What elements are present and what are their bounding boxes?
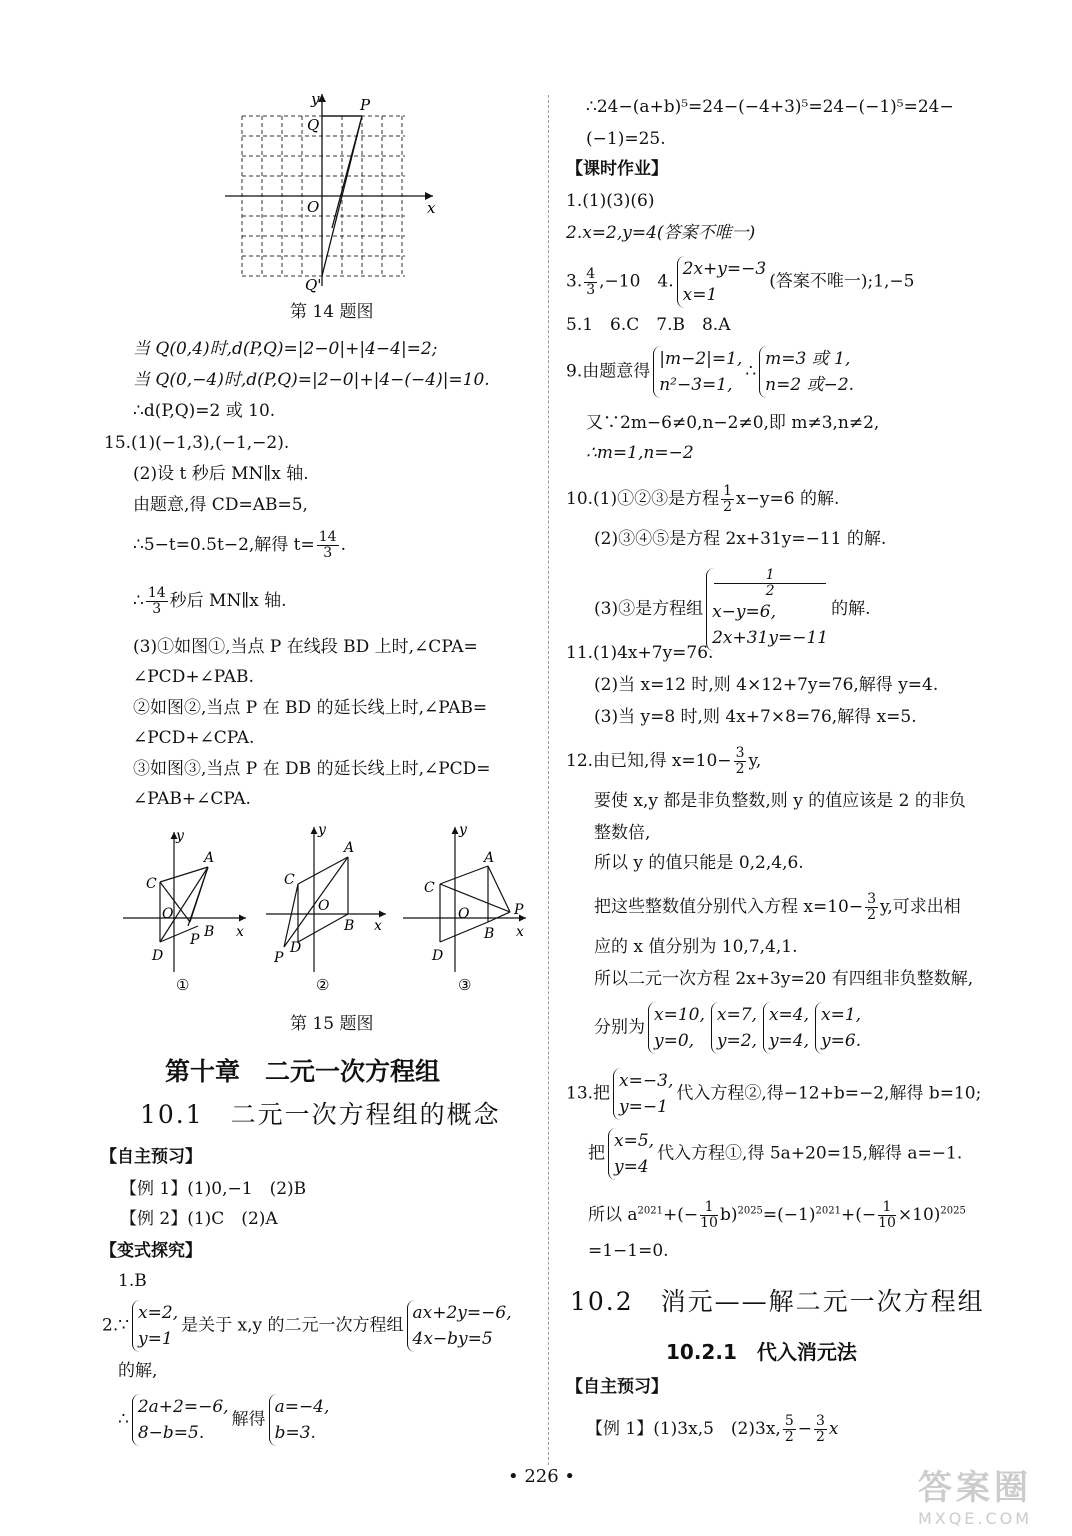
fig15-label: D [432, 948, 444, 964]
text-line: 12.由已知,得 x=10− $\frac{3}{2}$ y, [566, 745, 762, 777]
text-line: 13.把 x=−3, y=−1 代入方程②,得−12+b=−2,解得 b=10; [566, 1068, 981, 1120]
text-line: 1.B [118, 1271, 147, 1291]
text-line: 15.(1)(−1,3),(−1,−2). [104, 433, 290, 453]
text-line: ∴m=1,n=−2 [586, 443, 694, 463]
text-line: ②如图②,当点 P 在 BD 的延长线上时,∠PAB= [133, 698, 488, 718]
text-line: (3)当 y=8 时,则 4x+7×8=76,解得 x=5. [594, 707, 917, 727]
text-line: (2)当 x=12 时,则 4×12+7y=76,解得 y=4. [594, 675, 939, 695]
text-line: (3)①如图①,当点 P 在线段 BD 上时,∠CPA= [133, 637, 478, 657]
fig15-label: y [176, 828, 184, 844]
fig15-label: P [274, 950, 284, 966]
text-line: 又∵2m−6≠0,n−2≠0,即 m≠3,n≠2, [586, 413, 880, 433]
text-line: ∴d(P,Q)=2 或 10. [133, 401, 276, 421]
fig15-label: C [284, 872, 295, 888]
subsection-title: 10.2.1 代入消元法 [666, 1340, 857, 1364]
fig15-label: O [318, 898, 330, 914]
fig14-q-label: Q [307, 116, 320, 134]
text-line: ∠PCD+∠PAB. [133, 667, 254, 687]
figure-15 [118, 822, 538, 1002]
fig14-x-label: x [427, 199, 436, 217]
text-line: 的解, [118, 1361, 158, 1381]
fig15-label: y [459, 822, 467, 838]
section-tag: 【变式探究】 [100, 1241, 202, 1261]
fig15-label: D [152, 948, 164, 964]
fig15-label: B [484, 926, 495, 942]
fig14-y-label: y [311, 90, 320, 108]
fig14-q2-label: Q' [305, 276, 322, 294]
text-line: 【例 1】(1)0,−1 (2)B [120, 1179, 307, 1199]
fig15-label: C [146, 876, 157, 892]
fig15-label: D [290, 940, 302, 956]
fig15-sub-label: ③ [458, 976, 472, 994]
text-line: (−1)=25. [586, 129, 666, 149]
fig15-label: C [424, 880, 435, 896]
text-line: 当 Q(0,4)时,d(P,Q)=|2−0|+|4−4|=2; [133, 339, 438, 359]
fig15-label: x [236, 924, 244, 940]
text-line: 当 Q(0,−4)时,d(P,Q)=|2−0|+|4−(−4)|=10. [133, 370, 490, 390]
text-line: (3)③是方程组 1 2 x−y=6, 2x+31y=−11 的解. [594, 568, 871, 651]
text-line: (2)③④⑤是方程 2x+31y=−11 的解. [594, 529, 887, 549]
text-line: 把 x=5, y=4 代入方程①,得 5a+20=15,解得 a=−1. [588, 1128, 962, 1180]
section-tag: 【自主预习】 [100, 1147, 202, 1167]
fig14-caption: 第 14 题图 [290, 302, 374, 322]
figure-14 [215, 88, 445, 298]
fig15-label: A [484, 850, 495, 866]
section-tag: 【课时作业】 [566, 159, 668, 179]
text-line: 整数倍, [594, 823, 651, 843]
text-line: =1−1=0. [588, 1241, 669, 1261]
text-line: 【例 1】(1)3x,5 (2)3x, $\frac{5}{2}$ − $\frac{3}{2}$ x [586, 1413, 839, 1445]
text-line: 2.∵ x=2, y=1 是关于 x,y 的二元一次方程组 ax+2y=−6, 4x−by=5 [102, 1300, 515, 1352]
text-line: 5.1 6.C 7.B 8.A [566, 315, 731, 335]
text-line: 2.x=2,y=4(答案不唯一) [566, 223, 756, 243]
text-line: ∠PCD+∠CPA. [133, 728, 255, 748]
text-line: ∴5−t=0.5t−2,解得 t= $\frac{14}{3}$ . [133, 529, 346, 561]
fig15-label: x [374, 918, 382, 934]
text-line: (2)设 t 秒后 MN∥x 轴. [133, 464, 309, 484]
text-line: 要使 x,y 都是非负整数,则 y 的值应该是 2 的非负 [594, 791, 966, 811]
section-tag: 【自主预习】 [566, 1377, 668, 1397]
fig15-label: O [162, 906, 174, 922]
text-line: ∴24−(a+b)⁵=24−(−4+3)⁵=24−(−1)⁵=24− [586, 97, 954, 117]
text-line: 9.由题意得 |m−2|=1, n²−3=1, ∴ m=3 或 1, n=2 或−2. [566, 346, 857, 398]
text-line: 所以 $a^{2021}+(-$ $\frac{1}{10}$ $b)^{2025}=(-1)^{2021}+(-$ $\frac{1}{10}$ ×10)$^{2025}$ [588, 1199, 966, 1231]
fig15-label: B [204, 924, 215, 940]
fig15-sub-label: ① [176, 976, 190, 994]
text-line: 【例 2】(1)C (2)A [120, 1209, 278, 1229]
section-title: 10.2 消元——解二元一次方程组 [570, 1287, 985, 1316]
page-number: • 226 • [508, 1466, 576, 1487]
fig15-label: O [458, 906, 470, 922]
text-line: 3. $\frac{4}{3}$ ,−10 4. 2x+y=−3 x=1 (答案不唯一);1,−5 [566, 256, 915, 308]
fig15-label: P [514, 902, 524, 918]
fig15-caption: 第 15 题图 [290, 1014, 374, 1034]
fig15-label: y [318, 822, 326, 838]
section-title: 10.1 二元一次方程组的概念 [140, 1100, 501, 1129]
watermark-logo: 答案圈 MXQE.COM [917, 1468, 1033, 1528]
column-divider [548, 95, 549, 1465]
fig15-label: A [204, 850, 215, 866]
text-line: ③如图③,当点 P 在 DB 的延长线上时,∠PCD= [133, 759, 491, 779]
text-line: 所以二元一次方程 2x+3y=20 有四组非负整数解, [594, 969, 974, 989]
text-line: 10.(1)①②③是方程 $\frac{1}{2}$ x−y=6 的解. [566, 483, 840, 515]
fig14-p-label: P [360, 96, 371, 114]
fig15-label: x [516, 924, 524, 940]
fig15-label: P [190, 932, 200, 948]
text-line: ∴ 2a+2=−6, 8−b=5. 解得 a=−4, b=3. [118, 1394, 332, 1446]
text-line: 由题意,得 CD=AB=5, [133, 495, 308, 515]
text-line: ∠PAB+∠CPA. [133, 789, 251, 809]
chapter-title: 第十章 二元一次方程组 [165, 1057, 441, 1086]
text-line: 把这些整数值分别代入方程 x=10− $\frac{3}{2}$ y,可求出相 [594, 891, 961, 923]
text-line: 应的 x 值分别为 10,7,4,1. [594, 937, 798, 957]
text-line: 所以 y 的值只能是 0,2,4,6. [594, 853, 804, 873]
text-line: 分别为 x=10, y=0, x=7, y=2, x=4, y=4, x=1, y=6. [594, 1002, 864, 1054]
text-line: ∴ $\frac{14}{3}$ 秒后 MN∥x 轴. [133, 585, 287, 617]
fig15-label: A [344, 840, 355, 856]
fig15-sub-label: ② [316, 976, 330, 994]
fig15-label: B [344, 918, 355, 934]
fig14-origin-label: O [307, 198, 320, 216]
text-line: 1.(1)(3)(6) [566, 191, 655, 211]
text-line: 11.(1)4x+7y=76. [566, 643, 714, 663]
